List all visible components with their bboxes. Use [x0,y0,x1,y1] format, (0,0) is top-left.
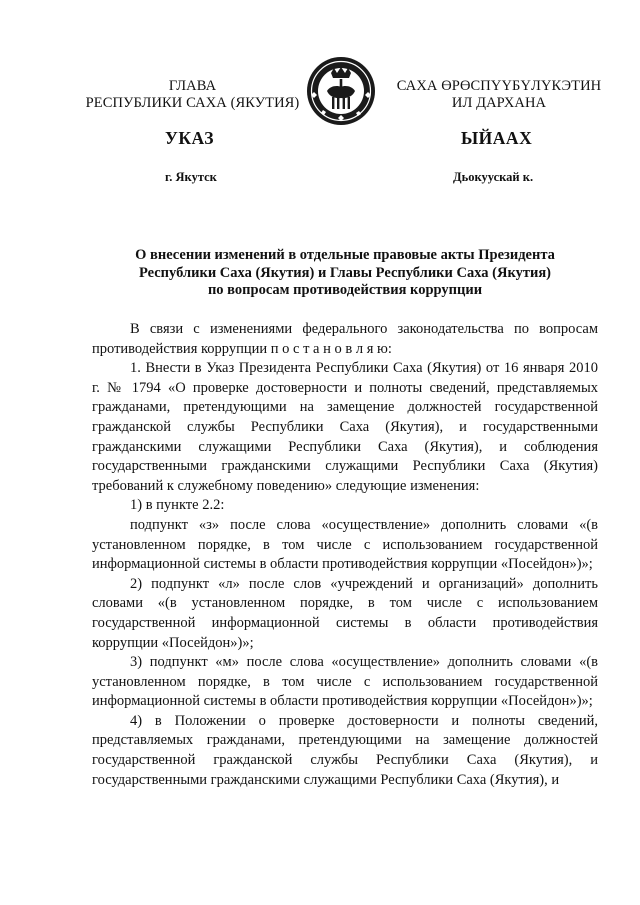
heading-line-3: по вопросам противодействия коррупции [207,282,483,298]
paragraph-subitem-1: 1) в пункте 2.2: [130,497,225,514]
paragraph-preamble: В связи с изменениями федерального законодательства по вопросам противодействия коррупции п о с т а н о в л я ю: [92,321,598,357]
issuer-right-line1: САХА ӨРӨСПҮҮБҮЛҮКЭТИН [396,78,602,94]
heading-line-1: О внесении изменений в отдельные правовые акты Президента [135,247,555,263]
paragraph-subitem-z: подпункт «з» после слова «осуществление» дополнить словами «(в установленном порядке, в том числе с использованием государственной информационной системы в области противодействия коррупции «Посейдон»)»; [92,516,598,573]
issuer-left [85,78,300,112]
paragraph-subitem-3: 3) подпункт «м» после слова «осуществление» дополнить словами «(в установленном порядке, в том числе с использованием государственной информационной системы в области противодействия коррупции «Посейдон»)»; [92,654,598,710]
issuer-left-line1: ГЛАВА [168,78,217,94]
decree-title-sakha: ЫЙААХ [461,128,533,148]
coat-of-arms-emblem [305,55,377,127]
decree-title-ru: УКАЗ [165,128,214,148]
issuer-right [394,78,604,112]
paragraph-subitem-2: 2) подпункт «л» после слов «учреждений и организаций» дополнить словами «(в установленном порядке, в том числе с использованием государственной информационной системы в области противодействия коррупции «Посейдон»)»; [92,575,598,651]
heading-line-2: Республики Саха (Якутия) и Главы Республики Саха (Якутия) [138,264,552,281]
city-sakha: Дьокуускай к. [453,170,534,184]
paragraph-item-1: 1. Внести в Указ Президента Республики Саха (Якутия) от 16 января 2010 г. № 1794 «О проверке достоверности и полноты сведений, представляемых гражданами, претендующими на замещение должностей государственной гражданской службы Республики Саха (Якутия), и государственными гражданскими служащими Республики Саха (Якутия), и соблюдения государственными гражданскими служащими Республики Саха (Якутия) требований к служебному поведению» следующие изменения: [92,360,598,494]
document-heading [92,247,598,300]
city-ru: г. Якутск [165,170,217,184]
issuer-right-line2: ИЛ ДАРХАНА [451,95,547,111]
issuer-left-line2: РЕСПУБЛИКИ САХА (ЯКУТИЯ) [85,95,300,111]
paragraph-subitem-4: 4) в Положении о проверке достоверности и полноты сведений, представляемых гражданами, претендующими на замещение должностей государственной гражданской службы Республики Саха (Якутия), и государственными гражданскими служащими Республики Саха (Якутия), и [92,712,598,788]
document-body [92,320,598,790]
